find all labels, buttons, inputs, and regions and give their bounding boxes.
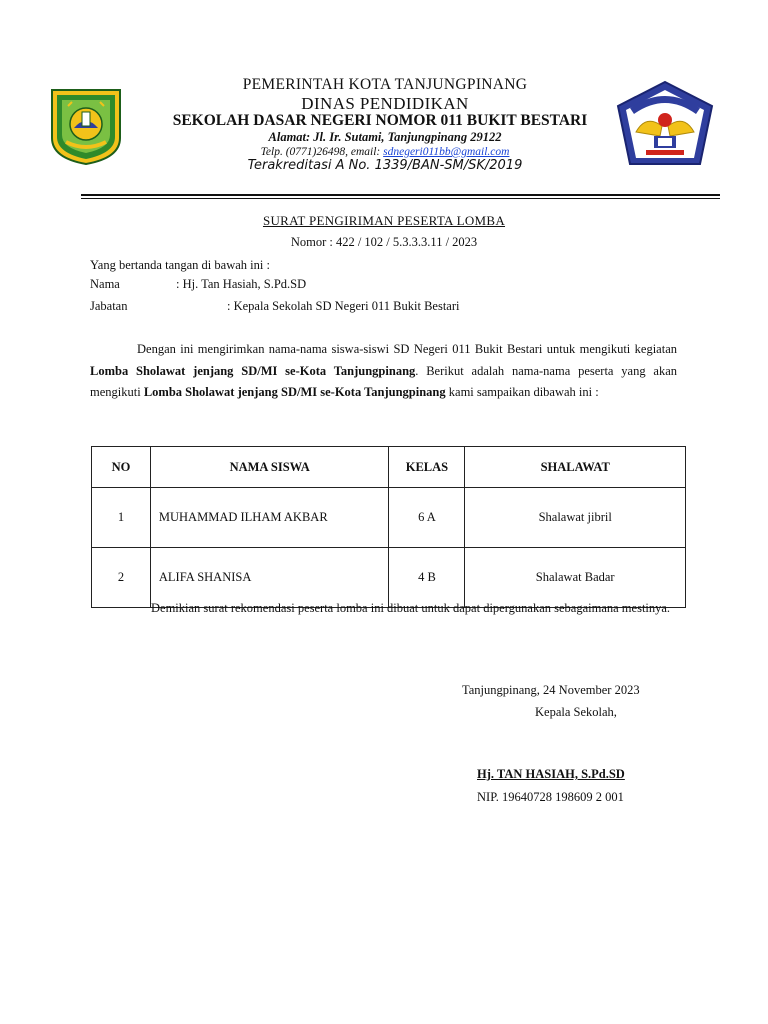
header-divider-thick	[81, 194, 720, 196]
participants-table	[91, 446, 686, 608]
header-class: KELAS	[389, 447, 465, 488]
row-student-name: MUHAMMAD ILHAM AKBAR	[150, 488, 389, 548]
header-accreditation: Terakreditasi A No. 1339/BAN-SM/SK/2019	[247, 158, 523, 173]
body-bold-event-2: Lomba Sholawat jenjang SD/MI se-Kota Tanjungpinang	[143, 385, 446, 399]
position-label: Jabatan	[90, 299, 128, 313]
table-header-row	[92, 447, 686, 488]
letter-intro: Yang bertanda tangan di bawah ini :	[90, 258, 270, 272]
row-student-name: ALIFA SHANISA	[150, 548, 389, 608]
header-department: DINAS PENDIDIKAN	[301, 94, 469, 113]
header-contact	[150, 146, 620, 158]
row-no: 1	[92, 488, 151, 548]
row-shalawat: Shalawat Badar	[465, 548, 686, 608]
body-text-3: kami sampaikan dibawah ini :	[445, 385, 599, 399]
header-address: Alamat: Jl. Ir. Sutami, Tanjungpinang 29122	[268, 130, 502, 144]
header-shalawat: SHALAWAT	[465, 447, 686, 488]
row-no: 2	[92, 548, 151, 608]
letter-title: SURAT PENGIRIMAN PESERTA LOMBA	[262, 213, 506, 228]
closing-paragraph: Demikian surat rekomendasi peserta lomba ini dibuat untuk dapat dipergunakan sebagaimana mestinya.	[151, 601, 671, 615]
row-class: 4 B	[389, 548, 465, 608]
letter-number: Nomor : 422 / 102 / 5.3.3.3.11 / 2023	[290, 235, 478, 249]
school-emblem-logo	[616, 80, 714, 166]
table-row	[92, 488, 686, 548]
signer-role: Kepala Sekolah,	[535, 705, 617, 719]
header-phone: Telp. (0771)26498, email:	[260, 146, 384, 158]
header-student-name: NAMA SISWA	[150, 447, 389, 488]
header-email-link[interactable]: sdnegeri011bb@gmail.com	[383, 146, 510, 158]
body-bold-event-1: Lomba Sholawat jenjang SD/MI se-Kota Tanjungpinang	[90, 363, 416, 378]
row-class: 6 A	[389, 488, 465, 548]
header-divider-thin	[81, 198, 720, 199]
body-paragraph	[90, 339, 677, 404]
city-emblem-logo	[48, 86, 124, 166]
header-no: NO	[92, 447, 151, 488]
body-text-1: Dengan ini mengirimkan nama-nama siswa-siswi SD Negeri 011 Bukit Bestari untuk mengikuti kegiatan	[137, 342, 677, 356]
signer-nip: NIP. 19640728 198609 2 001	[477, 790, 624, 804]
name-value: : Hj. Tan Hasiah, S.Pd.SD	[176, 277, 307, 291]
name-label: Nama	[90, 277, 120, 291]
body-text-2: . Berikut adalah nama-nama peserta yang akan mengikuti	[90, 363, 677, 399]
place-date: Tanjungpinang, 24 November 2023	[462, 683, 640, 697]
position-value: : Kepala Sekolah SD Negeri 011 Bukit Bestari	[227, 299, 460, 313]
header-school-name: SEKOLAH DASAR NEGERI NOMOR 011 BUKIT BESTARI	[172, 112, 588, 129]
header-government: PEMERINTAH KOTA TANJUNGPINANG	[242, 76, 528, 93]
signer-name: Hj. TAN HASIAH, S.Pd.SD	[477, 767, 625, 781]
row-shalawat: Shalawat jibril	[465, 488, 686, 548]
